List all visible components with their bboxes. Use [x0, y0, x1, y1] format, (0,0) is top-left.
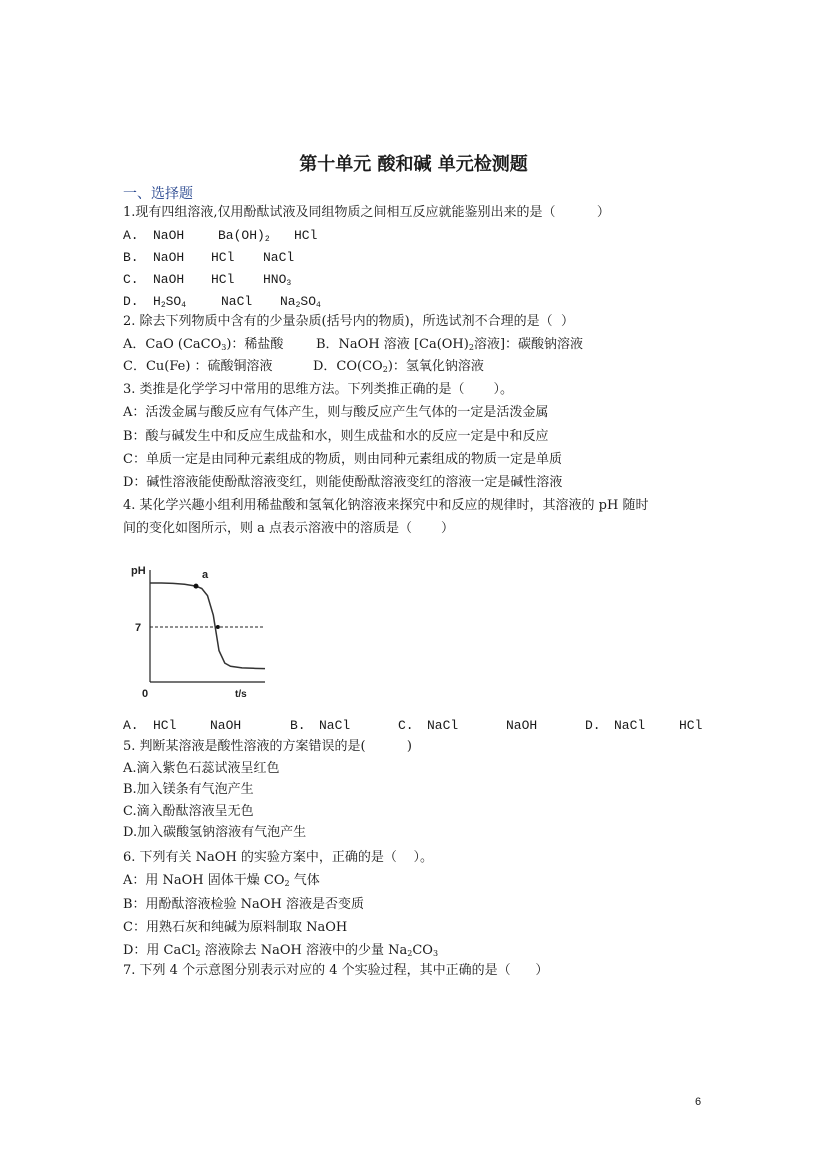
option-letter: B. [290, 718, 306, 733]
question-4-stem-cont: 间的变化如图所示，则 a 点表示溶液中的溶质是（ ） [123, 521, 454, 536]
option-item: NaOH [153, 250, 185, 265]
question-3-option: A：活泼金属与酸反应有气体产生，则与酸反应产生气体的一定是活泼金属 [123, 405, 549, 420]
question-5-stem: 5. 判断某溶液是酸性溶液的方案错误的是( ) [123, 739, 413, 754]
option-letter: C. [123, 272, 139, 287]
point-a-marker [194, 584, 199, 589]
ph-time-chart [125, 558, 270, 698]
question-5-option: D.加入碳酸氢钠溶液有气泡产生 [123, 825, 307, 840]
option-letter: C. [398, 718, 414, 733]
origin-label: 0 [142, 688, 149, 698]
question-6-option-d: D：用 CaCl$_2$ 溶液除去 NaOH 溶液中的少量 $Na_2CO_3$ [123, 943, 439, 958]
option-letter: A. [123, 718, 139, 733]
section-heading: 一、选择题 [123, 186, 193, 202]
ph7-tick-label: 7 [135, 622, 142, 634]
option-item: NaCl [263, 250, 295, 265]
question-5-option: B.加入镁条有气泡产生 [123, 782, 254, 797]
question-4-stem: 4. 某化学兴趣小组利用稀盐酸和氢氧化钠溶液来探究中和反应的规律时，其溶液的 pH 随时 [123, 498, 649, 513]
ph-curve [150, 583, 265, 669]
option-item: NaCl [221, 294, 253, 309]
option-item: HCl [211, 250, 235, 265]
question-2-option-a: A．CaO (CaCO$_3$)：稀盐酸 [123, 337, 284, 352]
question-3-stem: 3. 类推是化学学习中常用的思维方法。下列类推正确的是（ ）。 [123, 382, 513, 397]
option-item: NaCl [427, 718, 459, 733]
question-3-option: C：单质一定是由同种元素组成的物质，则由同种元素组成的物质一定是单质 [123, 452, 562, 467]
point-a-label: a [202, 569, 209, 582]
option-item: HCl [679, 718, 703, 733]
question-6-stem: 6. 下列有关 NaOH 的实验方案中，正确的是（ ）。 [123, 850, 433, 865]
question-2-option-b: B．NaOH 溶液 [$Ca(OH)_2$溶液]：碳酸钠溶液 [316, 337, 584, 352]
option-item: HCl [211, 272, 235, 287]
option-item: NaOH [210, 718, 242, 733]
option-letter: A. [123, 228, 139, 243]
question-1-stem: 1.现有四组溶液,仅用酚酞试液及同组物质之间相互反应就能鉴别出来的是（ ） [123, 205, 610, 220]
option-item: NaCl [319, 718, 351, 733]
option-item: HCl [294, 228, 318, 243]
question-2-option-c: C．Cu(Fe) ：硫酸铜溶液 [123, 359, 273, 374]
option-item: $Ba(OH)_2$ [218, 228, 270, 244]
option-letter: D. [585, 718, 601, 733]
option-item: NaOH [153, 228, 185, 243]
option-item: $HNO_3$ [263, 272, 292, 288]
question-2-stem: 2. 除去下列物质中含有的少量杂质(括号内的物质)，所选试剂不合理的是（ ） [123, 314, 574, 329]
option-item: NaCl [614, 718, 646, 733]
question-5-option: C.滴入酚酞溶液呈无色 [123, 804, 254, 819]
option-item: $H_2SO_4$ [153, 294, 187, 310]
option-item: $Na_2SO_4$ [280, 294, 321, 310]
question-5-option: A.滴入紫色石蕊试液呈红色 [123, 761, 280, 776]
question-3-option: D：碱性溶液能使酚酞溶液变红，则能使酚酞溶液变红的溶液一定是碱性溶液 [123, 475, 563, 490]
option-item: NaOH [153, 272, 185, 287]
page-number: 6 [695, 1096, 702, 1108]
question-6-option-a: A：用 NaOH 固体干燥 $CO_2$ 气体 [123, 873, 320, 888]
option-letter: B. [123, 250, 139, 265]
option-letter: D. [123, 294, 139, 309]
option-item: HCl [153, 718, 177, 733]
question-3-option: B：酸与碱发生中和反应生成盐和水，则生成盐和水的反应一定是中和反应 [123, 429, 549, 444]
page-title: 第十单元 酸和碱 单元检测题 [299, 154, 528, 175]
question-6-option-c: C：用熟石灰和纯碱为原料制取 NaOH [123, 920, 348, 935]
question-7-stem: 7. 下列 4 个示意图分别表示对应的 4 个实验过程，其中正确的是（ ） [123, 963, 549, 978]
neutral-point-marker [216, 625, 220, 629]
question-2-option-d: D．$CO(CO_2)$：氢氧化钠溶液 [313, 359, 484, 374]
x-axis-label: t/s [235, 689, 247, 698]
question-6-option-b: B：用酚酞溶液检验 NaOH 溶液是否变质 [123, 897, 364, 912]
y-axis-label: pH [131, 565, 146, 577]
option-item: NaOH [506, 718, 538, 733]
